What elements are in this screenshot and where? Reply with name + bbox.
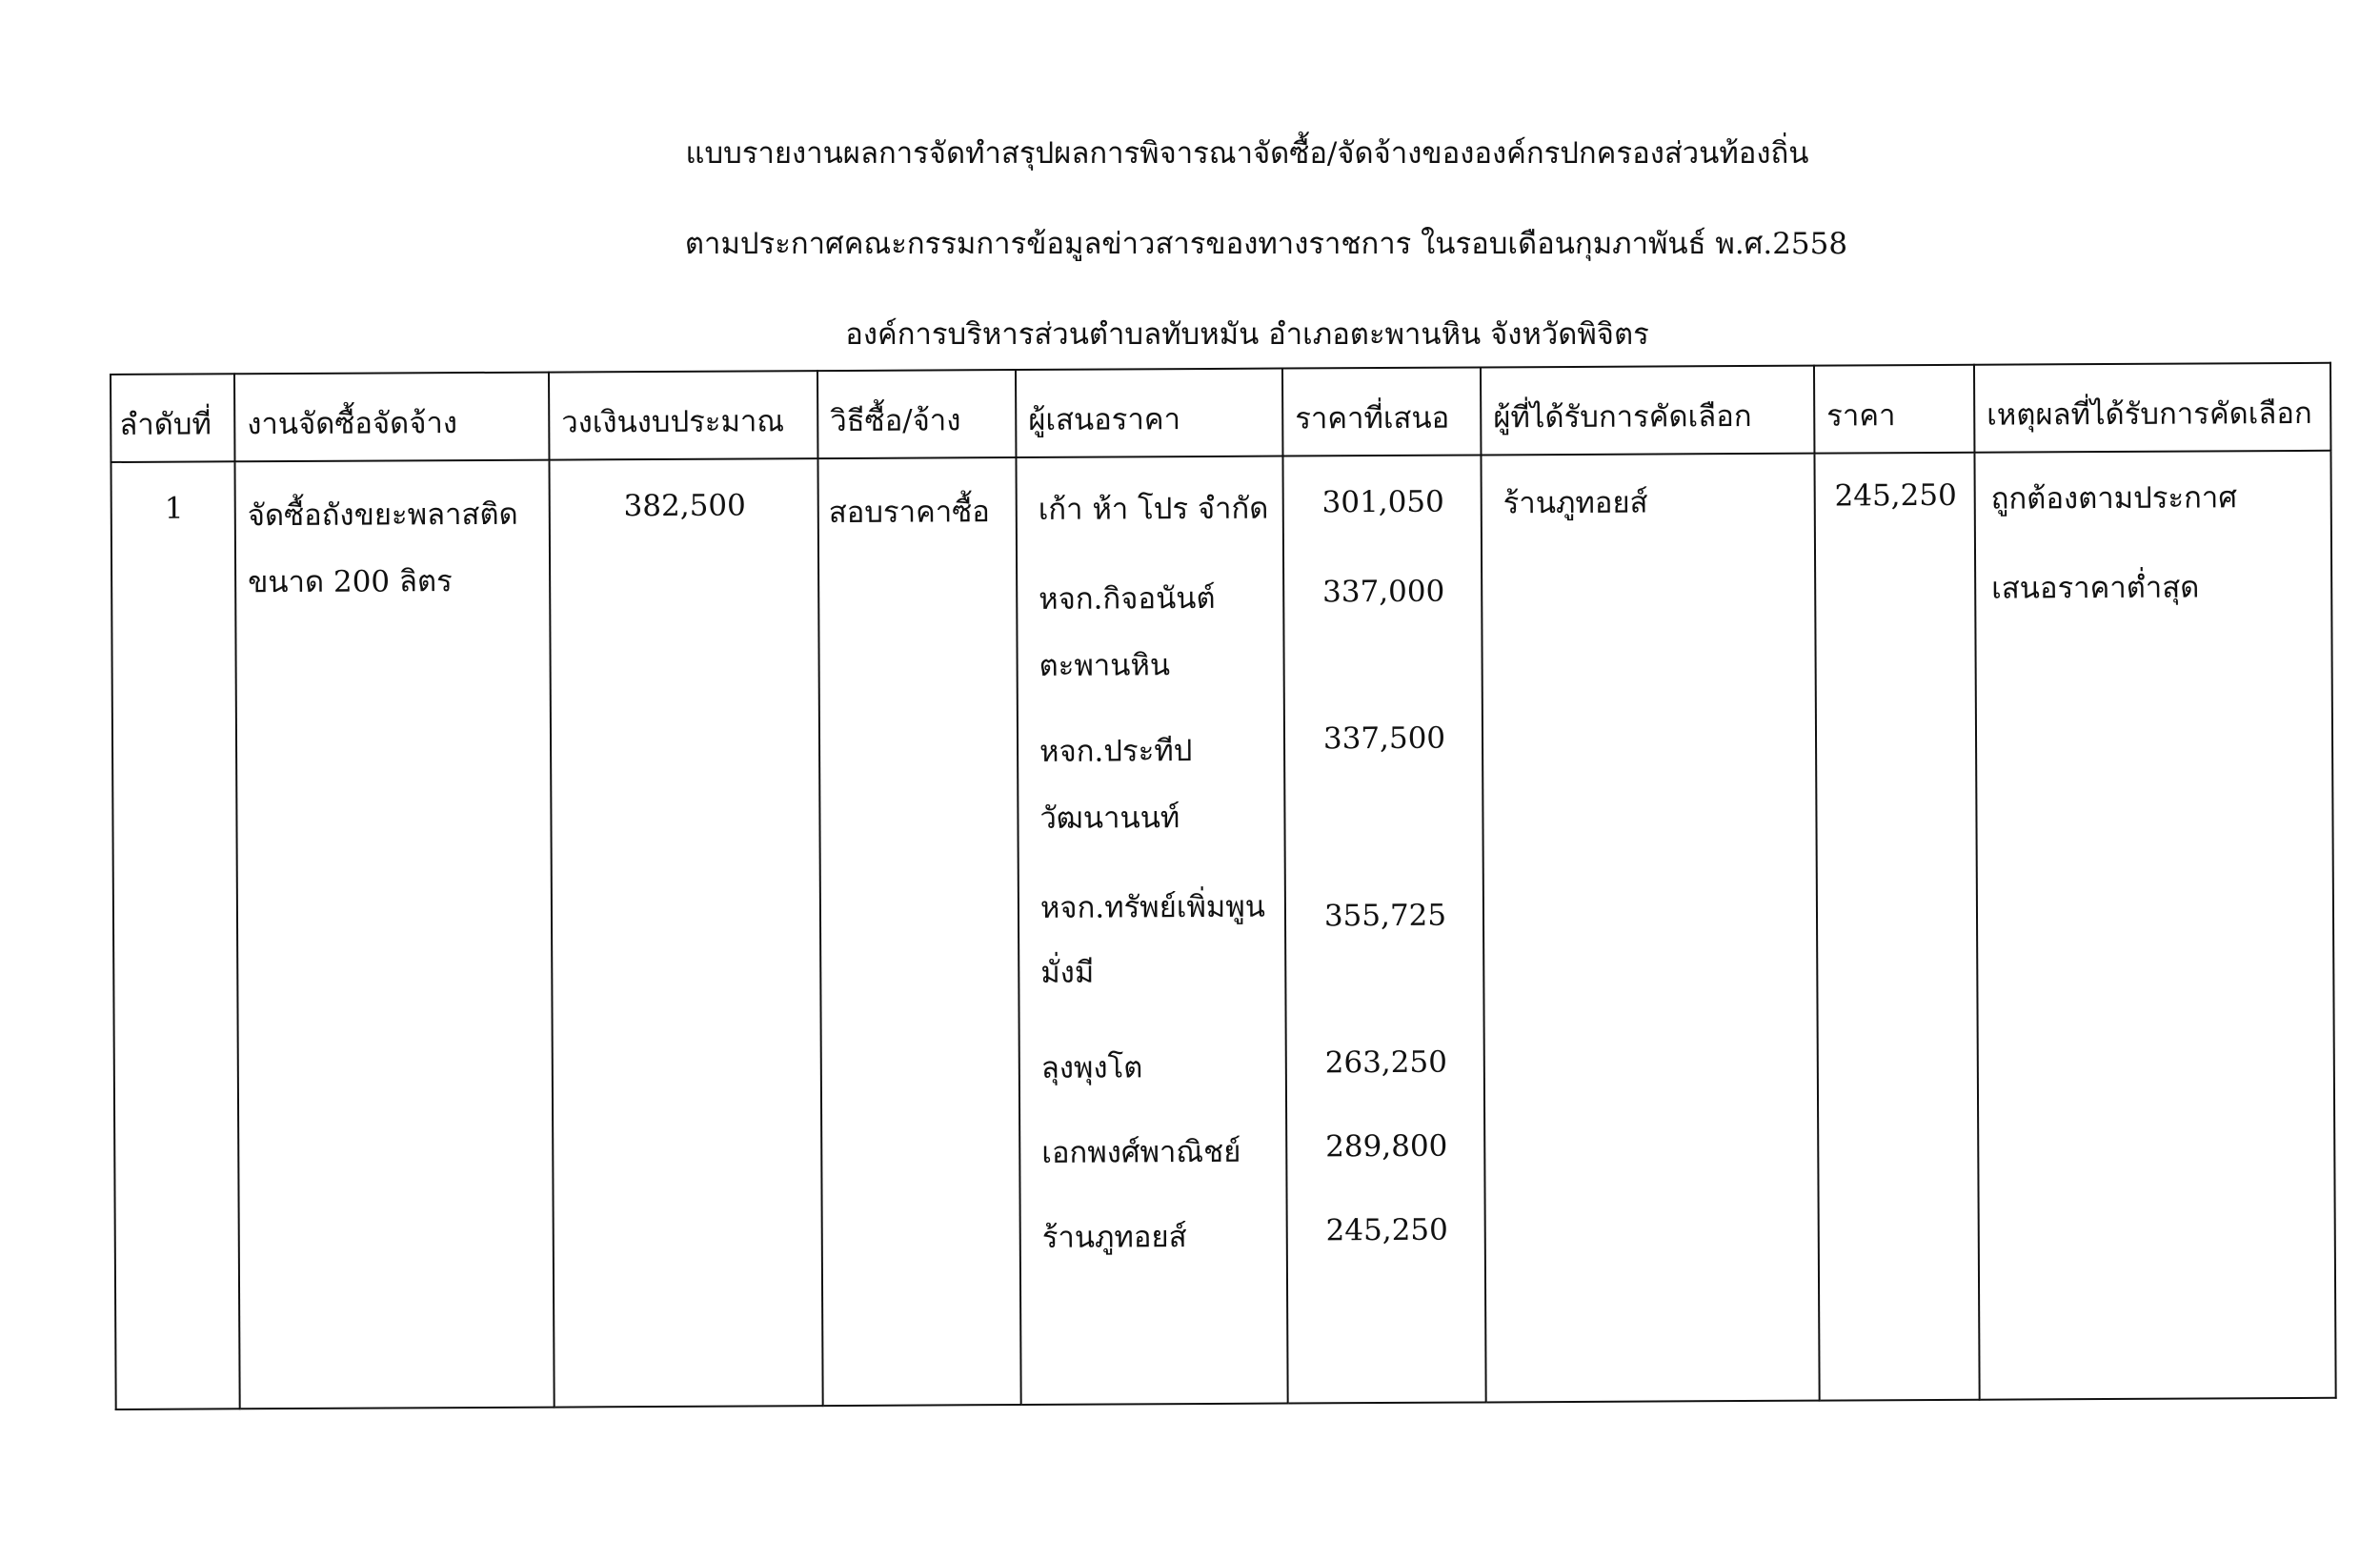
column-header-method: วิธีซื้อ/จ้าง <box>817 370 1016 458</box>
item-description-line1: จัดซื้อถังขยะพลาสติด <box>247 497 518 534</box>
cell-selected-price <box>1814 453 1979 1401</box>
column-header-selected: ผู้ที่ได้รับการคัดเลือก <box>1481 366 1814 456</box>
cell-selected <box>1481 454 1819 1403</box>
report-title: แบบรายงานผลการจัดทำสรุปผลการพิจารณาจัดซื้อ/จัดจ้างขององค์กรปกครองส่วนท้องถิ่น <box>685 136 1809 171</box>
offer-price: 355,725 <box>1323 898 1447 934</box>
bidder-name: เอกพงศ์พาณิชย์ <box>1041 1134 1241 1170</box>
bidder-name: ร้านภูทอยส์ <box>1041 1220 1187 1255</box>
table-row <box>111 451 2335 1409</box>
bidder-name-line2: ตะพานหิน <box>1039 648 1171 683</box>
table-header-row <box>111 363 2330 462</box>
column-header-reason: เหตุผลที่ได้รับการคัดเลือก <box>1974 363 2330 453</box>
offer-price: 337,500 <box>1322 720 1446 757</box>
organization-name: องค์การบริหารส่วนตำบลทับหมัน อำเภอตะพานหิน จังหวัดพิจิตร <box>845 317 1649 352</box>
cell-budget <box>549 458 822 1407</box>
budget-amount: 382,500 <box>623 488 746 524</box>
column-header-bidders: ผู้เสนอราคา <box>1016 369 1282 457</box>
reason-line1: ถูกต้องตามประกาศ <box>1990 480 2238 517</box>
bidder-name: หจก.ทรัพย์เพิ่มพูน <box>1039 889 1266 925</box>
bidder-name: หจก.ประทีป <box>1039 734 1193 769</box>
offer-price: 289,800 <box>1325 1128 1448 1165</box>
cell-bidders <box>1016 456 1287 1405</box>
cell-no <box>111 461 239 1409</box>
cell-offer-prices <box>1282 455 1485 1403</box>
offer-price: 245,250 <box>1325 1212 1448 1248</box>
procurement-table <box>110 362 2337 1410</box>
report-subtitle: ตามประกาศคณะกรรมการข้อมูลข่าวสารของทางราชการ ในรอบเดือนกุมภาพันธ์ พ.ศ.2558 <box>684 227 1848 261</box>
column-header-item: งานจัดซื้อจัดจ้าง <box>234 373 549 462</box>
column-header-offer-price: ราคาที่เสนอ <box>1282 367 1481 456</box>
bidder-name-line2: มั่งมี <box>1040 955 1095 990</box>
offer-price: 337,000 <box>1322 574 1445 610</box>
offer-price: 263,250 <box>1324 1044 1447 1081</box>
procurement-table-wrapper <box>110 362 2335 1410</box>
item-description-line2: ขนาด 200 ลิตร <box>248 564 453 600</box>
reason-line2: เสนอราคาต่ำสุด <box>1991 570 2200 606</box>
column-header-budget: วงเงินงบประมาณ <box>549 371 817 459</box>
column-header-no: ลำดับที่ <box>111 374 234 462</box>
selected-vendor: ร้านภูทอยส์ <box>1503 485 1648 521</box>
cell-item <box>234 460 554 1409</box>
bidder-name-line2: วัฒนานนท์ <box>1039 801 1180 836</box>
cell-reason <box>1974 451 2335 1400</box>
selected-price: 245,250 <box>1834 477 1957 514</box>
bidder-name: เก้า ห้า โปร จำกัด <box>1038 491 1269 527</box>
column-header-price: ราคา <box>1814 365 1974 454</box>
bidder-name: หจก.กิจอนันต์ <box>1039 580 1216 617</box>
bidder-name: ลุงพุงโต <box>1040 1050 1143 1085</box>
cell-method <box>817 457 1020 1406</box>
offer-price: 301,050 <box>1321 484 1444 520</box>
row-number: 1 <box>164 491 184 526</box>
procurement-method: สอบราคาซื้อ <box>828 495 990 531</box>
